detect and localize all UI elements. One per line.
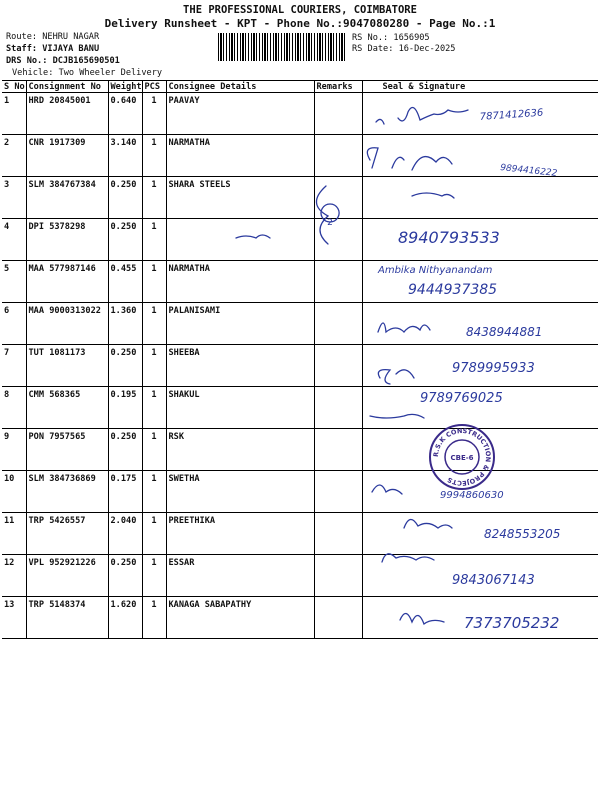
remarks-cell bbox=[314, 555, 362, 597]
signature-cell bbox=[362, 177, 598, 219]
barcode bbox=[218, 33, 346, 61]
consignee-cell: PREETHIKA bbox=[166, 513, 314, 555]
remarks-cell bbox=[314, 345, 362, 387]
row10-phone: 9994860630 bbox=[440, 490, 504, 501]
pcs-cell: 1 bbox=[142, 345, 166, 387]
row11-phone: 8248553205 bbox=[484, 527, 561, 541]
table-row bbox=[2, 471, 598, 513]
remarks-cell bbox=[314, 471, 362, 513]
weight-cell: 0.640 bbox=[108, 93, 142, 135]
vehicle-label: Vehicle: Two Wheeler Delivery bbox=[12, 68, 163, 78]
row1-phone: 7871412636 bbox=[479, 107, 544, 123]
remarks-cell bbox=[314, 93, 362, 135]
remarks-cell bbox=[314, 303, 362, 345]
consignment-cell: CMM 568365 bbox=[26, 387, 108, 429]
sno-cell: 5 bbox=[2, 261, 26, 303]
consignment-cell: VPL 952921226 bbox=[26, 555, 108, 597]
staff-label: Staff: VIJAYA BANU bbox=[6, 44, 100, 54]
runsheet-table bbox=[2, 80, 598, 639]
sno-cell: 11 bbox=[2, 513, 26, 555]
runsheet-subtitle: Delivery Runsheet - KPT - Phone No.:9047080280 - Page No.:1 bbox=[104, 17, 496, 30]
row5-phone: 9444937385 bbox=[408, 282, 498, 298]
col-remarks: Remarks bbox=[314, 81, 362, 93]
consignee-cell: SWETHA bbox=[166, 471, 314, 513]
row5-name: Ambika Nithyanandam bbox=[378, 265, 493, 276]
remarks-cell bbox=[314, 513, 362, 555]
weight-cell: 1.620 bbox=[108, 597, 142, 639]
pcs-cell: 1 bbox=[142, 555, 166, 597]
pcs-cell: 1 bbox=[142, 219, 166, 261]
col-sno: S No bbox=[4, 81, 25, 92]
company-title: THE PROFESSIONAL COURIERS, COIMBATORE bbox=[183, 4, 417, 16]
row13-phone: 7373705232 bbox=[464, 614, 560, 632]
sno-cell: 1 bbox=[2, 93, 26, 135]
weight-cell: 0.250 bbox=[108, 177, 142, 219]
row6-phone: 8438944881 bbox=[466, 325, 543, 339]
table-row bbox=[2, 261, 598, 303]
pcs-cell: 1 bbox=[142, 177, 166, 219]
pcs-cell: 1 bbox=[142, 135, 166, 177]
consignee-cell: NARMATHA bbox=[166, 135, 314, 177]
row8-phone: 9789769025 bbox=[420, 391, 503, 406]
remarks-cell bbox=[314, 429, 362, 471]
weight-cell: 0.250 bbox=[108, 219, 142, 261]
sno-cell: 3 bbox=[2, 177, 26, 219]
remarks-cell bbox=[314, 177, 362, 219]
remarks-cell bbox=[314, 387, 362, 429]
weight-cell: 2.040 bbox=[108, 513, 142, 555]
sno-cell: 2 bbox=[2, 135, 26, 177]
row12-phone: 9843067143 bbox=[452, 573, 535, 588]
pcs-cell: 1 bbox=[142, 513, 166, 555]
table-row bbox=[2, 135, 598, 177]
col-signature: Seal & Signature bbox=[362, 81, 598, 93]
signature-cell bbox=[362, 597, 598, 639]
route-label: Route: NEHRU NAGAR bbox=[6, 32, 100, 42]
consignment-cell: DPI 5378298 bbox=[26, 219, 108, 261]
table-row bbox=[2, 597, 598, 639]
consignment-cell: PON 7957565 bbox=[26, 429, 108, 471]
pcs-cell: 1 bbox=[142, 387, 166, 429]
sno-cell: 4 bbox=[2, 219, 26, 261]
company-seal-stamp bbox=[428, 423, 496, 491]
consignment-cell: SLM 384736869 bbox=[26, 471, 108, 513]
rs-number: RS No.: 1656905 bbox=[352, 33, 430, 43]
table-header-row bbox=[2, 81, 598, 93]
sno-cell: 9 bbox=[2, 429, 26, 471]
table-row bbox=[2, 345, 598, 387]
consignment-cell: TRP 5426557 bbox=[26, 513, 108, 555]
table-row bbox=[2, 303, 598, 345]
remarks-cell bbox=[314, 135, 362, 177]
circled-numeral: 2 bbox=[327, 218, 333, 228]
seal-drawing bbox=[428, 423, 496, 491]
table-row bbox=[2, 555, 598, 597]
remarks-cell bbox=[314, 261, 362, 303]
row4-phone: 8940793533 bbox=[398, 228, 500, 247]
weight-cell: 0.250 bbox=[108, 429, 142, 471]
signature-cell bbox=[362, 345, 598, 387]
signature-cell bbox=[362, 303, 598, 345]
consignee-cell: RSK bbox=[166, 429, 314, 471]
table-row bbox=[2, 513, 598, 555]
consignee-cell: PAAVAY bbox=[166, 93, 314, 135]
sno-cell: 12 bbox=[2, 555, 26, 597]
consignee-cell: NARMATHA bbox=[166, 261, 314, 303]
consignee-cell: KANAGA SABAPATHY bbox=[166, 597, 314, 639]
seal-ring-text: R.S.K CONSTRUCTION & PROJECTS bbox=[431, 426, 493, 488]
pcs-cell: 1 bbox=[142, 429, 166, 471]
pcs-cell: 1 bbox=[142, 597, 166, 639]
table-row bbox=[2, 93, 598, 135]
seal-center-text: CBE-6 bbox=[450, 454, 474, 462]
consignee-cell: SHAKUL bbox=[166, 387, 314, 429]
col-weight: Weight bbox=[108, 81, 142, 93]
table-row bbox=[2, 387, 598, 429]
consignee-cell: PALANISAMI bbox=[166, 303, 314, 345]
consignee-cell: SHEEBA bbox=[166, 345, 314, 387]
consignment-cell: MAA 9000313022 bbox=[26, 303, 108, 345]
pcs-cell: 1 bbox=[142, 93, 166, 135]
col-consignment: Consignment No bbox=[26, 81, 108, 93]
signature-cell bbox=[362, 555, 598, 597]
consignment-cell: MAA 577987146 bbox=[26, 261, 108, 303]
table-row bbox=[2, 219, 598, 261]
pcs-cell: 1 bbox=[142, 303, 166, 345]
consignee-cell: ESSAR bbox=[166, 555, 314, 597]
weight-cell: 0.250 bbox=[108, 345, 142, 387]
rs-date: RS Date: 16-Dec-2025 bbox=[352, 44, 456, 54]
row2-phone: 9894416222 bbox=[499, 163, 558, 179]
consignment-cell: SLM 384767384 bbox=[26, 177, 108, 219]
signature-cell bbox=[362, 93, 598, 135]
signature-cell bbox=[362, 261, 598, 303]
weight-cell: 0.455 bbox=[108, 261, 142, 303]
signature-cell bbox=[362, 219, 598, 261]
weight-cell: 1.360 bbox=[108, 303, 142, 345]
drs-label: DRS No.: DCJB165690501 bbox=[6, 56, 120, 66]
weight-cell: 0.250 bbox=[108, 555, 142, 597]
consignee-cell: SHARA STEELS bbox=[166, 177, 314, 219]
weight-cell: 3.140 bbox=[108, 135, 142, 177]
weight-cell: 0.195 bbox=[108, 387, 142, 429]
sno-cell: 8 bbox=[2, 387, 26, 429]
col-pcs: PCS bbox=[142, 81, 166, 93]
consignment-cell: CNR 1917309 bbox=[26, 135, 108, 177]
row7-phone: 9789995933 bbox=[452, 361, 535, 376]
consignment-cell: TUT 1081173 bbox=[26, 345, 108, 387]
sno-cell: 7 bbox=[2, 345, 26, 387]
sno-cell: 6 bbox=[2, 303, 26, 345]
consignment-cell: TRP 5148374 bbox=[26, 597, 108, 639]
col-consignee: Consignee Details bbox=[166, 81, 314, 93]
sno-cell: 13 bbox=[2, 597, 26, 639]
signature-cell bbox=[362, 135, 598, 177]
consignee-cell bbox=[166, 219, 314, 261]
remarks-cell bbox=[314, 219, 362, 261]
pcs-cell: 1 bbox=[142, 261, 166, 303]
consignment-cell: HRD 20845001 bbox=[26, 93, 108, 135]
weight-cell: 0.175 bbox=[108, 471, 142, 513]
sno-cell: 10 bbox=[2, 471, 26, 513]
pcs-cell: 1 bbox=[142, 471, 166, 513]
signature-cell bbox=[362, 513, 598, 555]
remarks-cell bbox=[314, 597, 362, 639]
table-row bbox=[2, 429, 598, 471]
table-row bbox=[2, 177, 598, 219]
